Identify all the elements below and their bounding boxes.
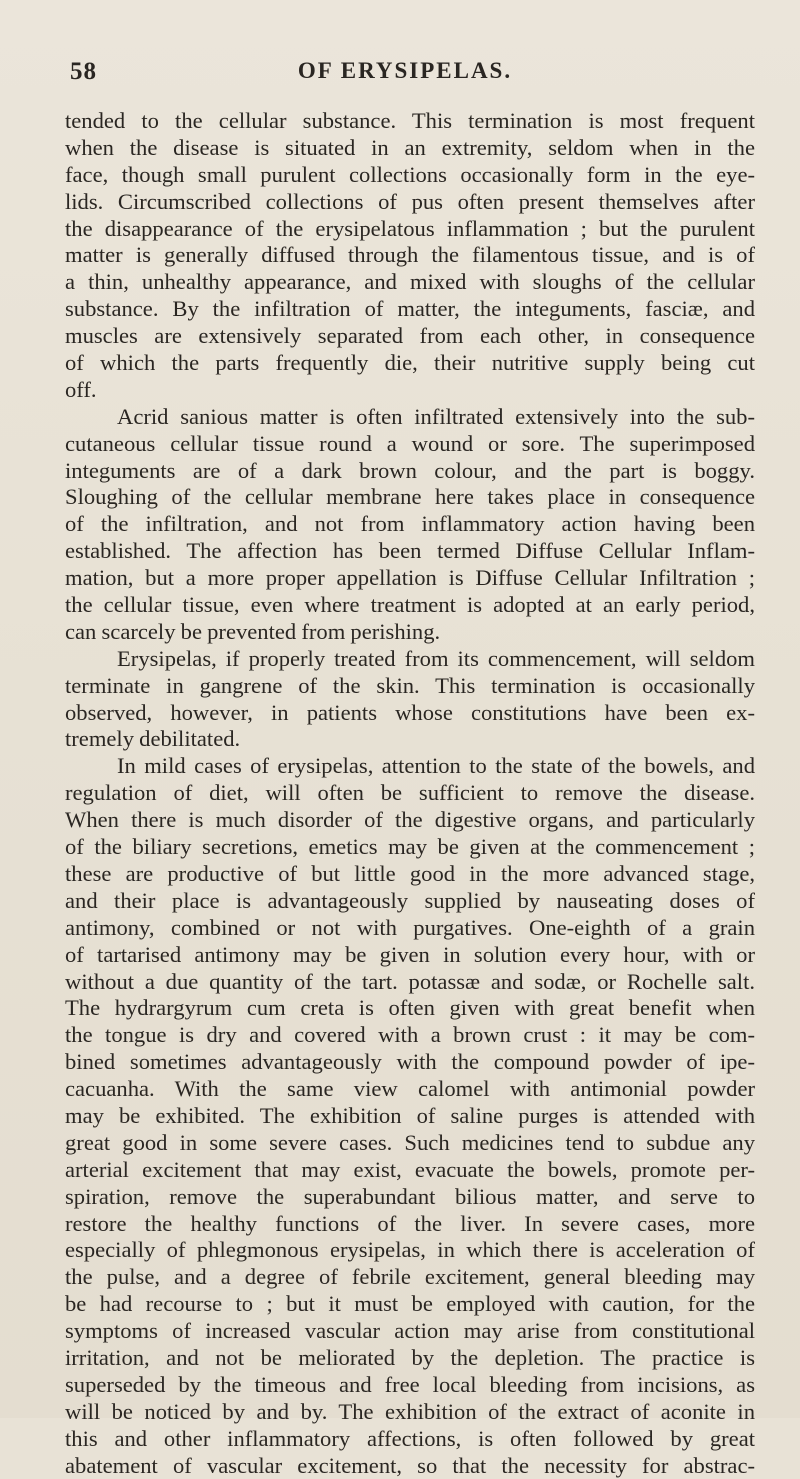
text-line: When there is much disorder of the digestive organs, and particularly bbox=[65, 807, 755, 833]
text-line: may be exhibited. The exhibition of saline purges is attended with bbox=[65, 1102, 755, 1128]
text-line: the tongue is dry and covered with a brown crust : it may be com- bbox=[65, 1022, 755, 1048]
text-line: of tartarised antimony may be given in solution every hour, with or bbox=[65, 941, 755, 967]
text-line: the cellular tissue, even where treatment is adopted at an early period, bbox=[65, 592, 755, 618]
text-line: observed, however, in patients whose constitutions have been ex- bbox=[65, 699, 755, 725]
text-line: will be noticed by and by. The exhibition of the extract of aconite in bbox=[65, 1398, 755, 1424]
text-line: abatement of vascular excitement, so that the necessity for abstrac- bbox=[65, 1452, 755, 1478]
running-head bbox=[70, 58, 740, 92]
text-line: substance. By the infiltration of matter, the integuments, fasciæ, and bbox=[65, 296, 755, 322]
text-line: Sloughing of the cellular membrane here takes place in consequence bbox=[65, 484, 755, 510]
text-line: mation, but a more proper appellation is Diffuse Cellular Infiltration ; bbox=[65, 565, 755, 591]
text-line: integuments are of a dark brown colour, and the part is boggy. bbox=[65, 457, 755, 483]
text-line: cutaneous cellular tissue round a wound or sore. The superimposed bbox=[65, 430, 755, 456]
text-line: restore the healthy functions of the liver. In severe cases, more bbox=[65, 1210, 755, 1236]
text-line: of the infiltration, and not from inflammatory action having been bbox=[65, 511, 755, 537]
text-line: without a due quantity of the tart. potassæ and sodæ, or Rochelle salt. bbox=[65, 968, 755, 994]
text-line: especially of phlegmonous erysipelas, in which there is acceleration of bbox=[65, 1237, 755, 1263]
text-line: tremely debilitated. bbox=[65, 726, 241, 752]
text-line: the pulse, and a degree of febrile excitement, general bleeding may bbox=[65, 1264, 755, 1290]
page-number: 58 bbox=[70, 58, 97, 85]
text-line: In mild cases of erysipelas, attention to the state of the bowels, and bbox=[117, 753, 755, 779]
text-line: spiration, remove the superabundant bilious matter, and serve to bbox=[65, 1183, 755, 1209]
text-line: matter is generally diffused through the filamentous tissue, and is of bbox=[65, 242, 755, 268]
text-line: the disappearance of the erysipelatous inflammation ; but the purulent bbox=[65, 215, 755, 241]
text-line: and their place is advantageously supplied by nauseating doses of bbox=[65, 887, 755, 913]
text-line: antimony, combined or not with purgatives. One-eighth of a grain bbox=[65, 914, 755, 940]
text-line: irritation, and not be meliorated by the depletion. The practice is bbox=[65, 1344, 755, 1370]
text-line: bined sometimes advantageously with the compound powder of ipe- bbox=[65, 1049, 755, 1075]
text-line: superseded by the timeous and free local bleeding from incisions, as bbox=[65, 1371, 755, 1397]
text-line: a thin, unhealthy appearance, and mixed with sloughs of the cellular bbox=[65, 269, 755, 295]
text-line: tended to the cellular substance. This termination is most frequent bbox=[65, 108, 755, 133]
text-line: Erysipelas, if properly treated from its commencement, will seldom bbox=[117, 645, 755, 671]
text-line: these are productive of but little good in the more advanced stage, bbox=[65, 860, 755, 886]
text-line: this and other inflammatory affections, is often followed by great bbox=[65, 1425, 755, 1451]
text-line: The hydrargyrum cum creta is often given with great benefit when bbox=[65, 995, 755, 1021]
text-line: face, though small purulent collections occasionally form in the eye- bbox=[65, 161, 755, 187]
body-text bbox=[65, 108, 755, 1479]
text-line: established. The affection has been termed Diffuse Cellular Inflam- bbox=[65, 538, 755, 564]
text-line: arterial excitement that may exist, evacuate the bowels, promote per- bbox=[65, 1156, 755, 1182]
text-line: can scarcely be prevented from perishing. bbox=[65, 618, 441, 644]
text-line: cacuanha. With the same view calomel with antimonial powder bbox=[65, 1076, 755, 1102]
text-line: Acrid sanious matter is often infiltrated extensively into the sub- bbox=[117, 403, 755, 429]
text-line: when the disease is situated in an extremity, seldom when in the bbox=[65, 134, 755, 160]
text-line: regulation of diet, will often be sufficient to remove the disease. bbox=[65, 780, 755, 806]
text-line: of which the parts frequently die, their nutritive supply being cut bbox=[65, 350, 755, 376]
text-line: terminate in gangrene of the skin. This termination is occasionally bbox=[65, 672, 755, 698]
text-line: be had recourse to ; but it must be employed with caution, for the bbox=[65, 1291, 755, 1317]
text-line: of the biliary secretions, emetics may be given at the commencement ; bbox=[65, 834, 755, 860]
text-line: great good in some severe cases. Such medicines tend to subdue any bbox=[65, 1129, 755, 1155]
text-line: symptoms of increased vascular action may arise from constitutional bbox=[65, 1318, 755, 1344]
text-line: off. bbox=[65, 376, 97, 402]
text-line: lids. Circumscribed collections of pus often present themselves after bbox=[65, 188, 755, 214]
text-line: muscles are extensively separated from each other, in consequence bbox=[65, 323, 755, 349]
running-title: OF ERYSIPELAS. bbox=[297, 58, 513, 83]
